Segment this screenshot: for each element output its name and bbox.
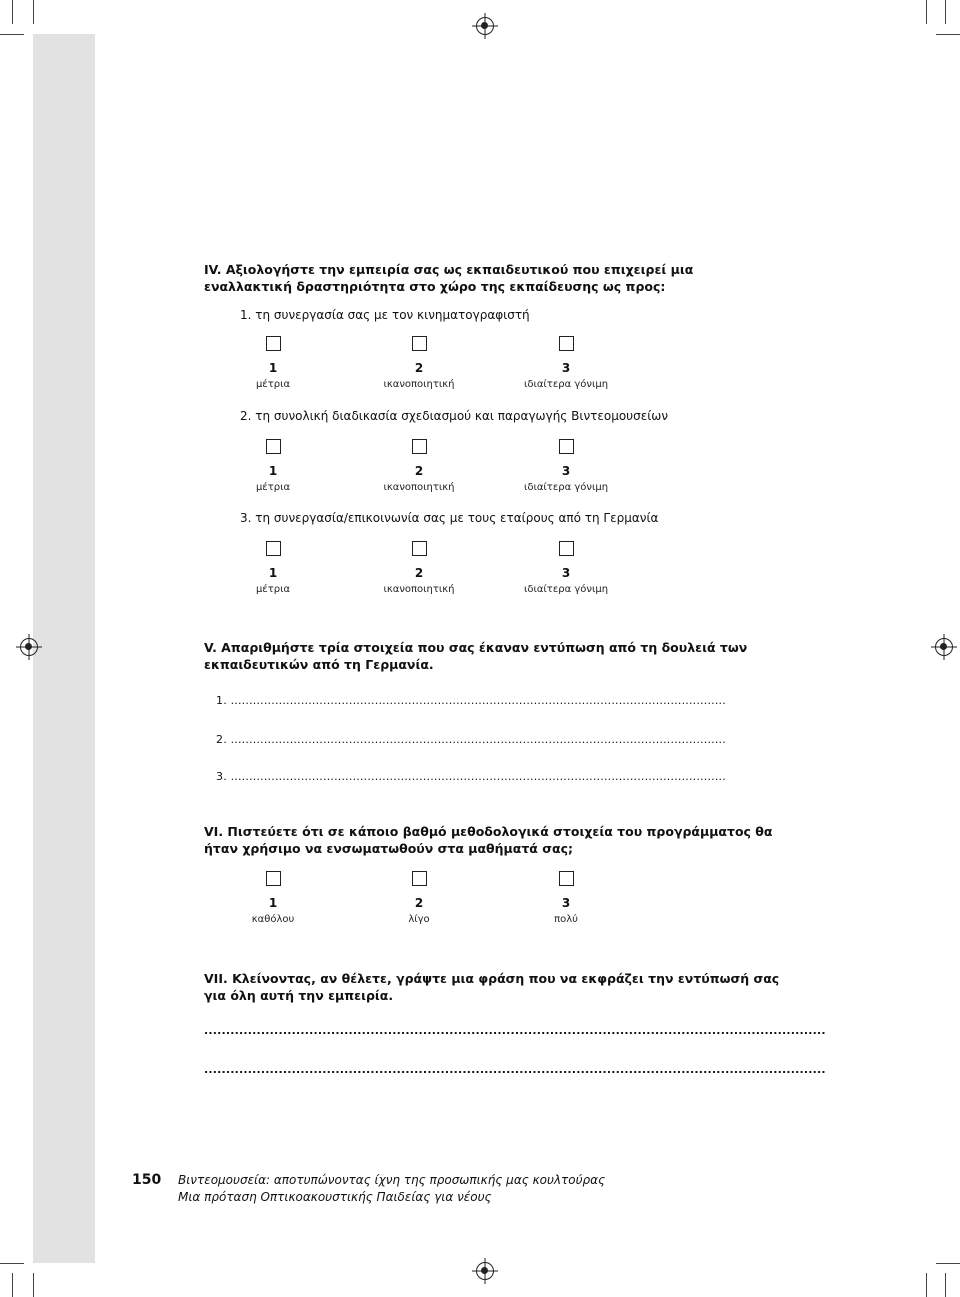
section-vii-title: VII. Κλείνοντας, αν θέλετε, γράψτε μια φράση που να εκφράζει την εντύπωσή σας για όλη αυτή την εμπειρία. bbox=[204, 971, 780, 1003]
rating-option-3[interactable]: 3 ιδιαίτερα γόνιμη bbox=[506, 439, 626, 493]
checkbox[interactable] bbox=[266, 336, 281, 351]
rating-option-3[interactable]: 3 ιδιαίτερα γόνιμη bbox=[506, 541, 626, 595]
footer-line-2: Μια πρόταση Οπτικοακουστικής Παιδείας για νέους bbox=[178, 1190, 492, 1204]
crop-mark-bottom-left-v2 bbox=[12, 1273, 13, 1297]
rating-option-3[interactable]: 3 πολύ bbox=[506, 871, 626, 925]
checkbox[interactable] bbox=[412, 541, 427, 556]
checkbox[interactable] bbox=[266, 541, 281, 556]
crop-mark-top-left-v bbox=[33, 0, 34, 24]
footer-line-1: Βιντεομουσεία: αποτυπώνοντας ίχνη της προσωπικής μας κουλτούρας bbox=[178, 1173, 606, 1187]
answer-line-2[interactable]: .............................................................................................................................................. bbox=[204, 1063, 826, 1076]
answer-line-3[interactable]: 3. ...................................................................................................................................... bbox=[216, 770, 726, 783]
checkbox[interactable] bbox=[559, 871, 574, 886]
checkbox[interactable] bbox=[412, 871, 427, 886]
answer-line-1[interactable]: 1. ...................................................................................................................................... bbox=[216, 694, 726, 707]
registration-mark-left bbox=[20, 638, 38, 656]
crop-mark-top-left-v2 bbox=[12, 0, 13, 24]
crop-mark-bottom-right-h bbox=[936, 1263, 960, 1264]
crop-mark-bottom-left-h bbox=[0, 1263, 24, 1264]
crop-mark-top-right-v2 bbox=[945, 0, 946, 24]
section-vi-title: VI. Πιστεύετε ότι σε κάποιο βαθμό μεθοδολογικά στοιχεία του προγράμματος θα ήταν χρήσιμο να ενσωματωθούν στα μαθήματά σας; bbox=[204, 824, 773, 856]
rating-option-2[interactable]: 2 ικανοποιητική bbox=[359, 439, 479, 493]
crop-mark-top-left-h bbox=[0, 34, 24, 35]
section-v-title: V. Απαριθμήστε τρία στοιχεία που σας έκαναν εντύπωση από τη δουλειά των εκπαιδευτικών από τη Γερμανία. bbox=[204, 640, 748, 672]
rating-option-3[interactable]: 3 ιδιαίτερα γόνιμη bbox=[506, 336, 626, 390]
registration-mark-bottom bbox=[476, 1262, 494, 1280]
rating-option-2[interactable]: 2 ικανοποιητική bbox=[359, 336, 479, 390]
section-iv-item-3: 3. τη συνεργασία/επικοινωνία σας με τους εταίρους από τη Γερμανία bbox=[240, 511, 659, 525]
checkbox[interactable] bbox=[559, 541, 574, 556]
checkbox[interactable] bbox=[559, 336, 574, 351]
answer-line-1[interactable]: .............................................................................................................................................. bbox=[204, 1024, 826, 1037]
crop-mark-bottom-right-v bbox=[926, 1273, 927, 1297]
rating-option-2[interactable]: 2 ικανοποιητική bbox=[359, 541, 479, 595]
registration-mark-right bbox=[935, 638, 953, 656]
section-iv-title: IV. Αξιολογήστε την εμπειρία σας ως εκπαιδευτικού που επιχειρεί μια εναλλακτική δραστηριότητα στο χώρο της εκπαίδευσης ως προς: bbox=[204, 262, 694, 294]
checkbox[interactable] bbox=[559, 439, 574, 454]
answer-line-2[interactable]: 2. ...................................................................................................................................... bbox=[216, 733, 726, 746]
section-iv-item-1: 1. τη συνεργασία σας με τον κινηματογραφιστή bbox=[240, 308, 530, 322]
checkbox[interactable] bbox=[266, 871, 281, 886]
crop-mark-bottom-left-v bbox=[33, 1273, 34, 1297]
rating-option-1[interactable]: 1 μέτρια bbox=[213, 439, 333, 493]
checkbox[interactable] bbox=[266, 439, 281, 454]
rating-option-1[interactable]: 1 καθόλου bbox=[213, 871, 333, 925]
footer-text bbox=[178, 1172, 605, 1206]
rating-option-2[interactable]: 2 λίγο bbox=[359, 871, 479, 925]
section-iv-item-2: 2. τη συνολική διαδικασία σχεδιασμού και παραγωγής Βιντεομουσείων bbox=[240, 409, 669, 423]
rating-option-1[interactable]: 1 μέτρια bbox=[213, 541, 333, 595]
crop-mark-top-right-v bbox=[926, 0, 927, 24]
registration-mark-top bbox=[476, 17, 494, 35]
left-margin-band bbox=[33, 34, 95, 1263]
rating-option-1[interactable]: 1 μέτρια bbox=[213, 336, 333, 390]
crop-mark-top-right-h bbox=[936, 34, 960, 35]
page-number: 150 bbox=[132, 1172, 162, 1188]
crop-mark-bottom-right-v2 bbox=[945, 1273, 946, 1297]
checkbox[interactable] bbox=[412, 336, 427, 351]
checkbox[interactable] bbox=[412, 439, 427, 454]
